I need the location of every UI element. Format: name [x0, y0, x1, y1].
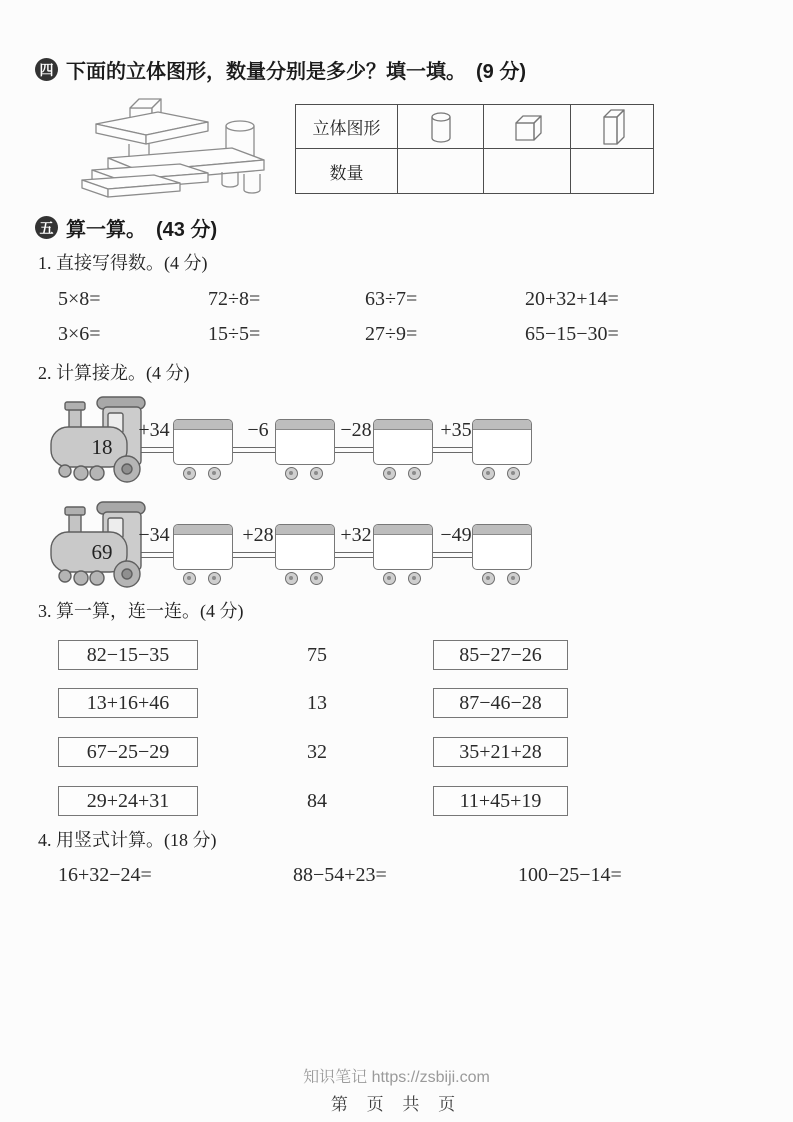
item-3-heading: 3. 算一算，连一连。(4 分) [38, 601, 244, 621]
match-left-box-4: 29+24+31 [58, 786, 198, 816]
cuboid-cell [571, 105, 654, 149]
section-5-title: 算一算。 [66, 219, 146, 241]
cube-icon [509, 110, 545, 144]
train-operator: −49 [440, 524, 472, 546]
section-5-badge: 五 [35, 216, 58, 239]
match-left-box-1: 82−15−35 [58, 640, 198, 670]
answer-wagon [173, 419, 233, 485]
equation: 88−54+23= [293, 864, 387, 886]
answer-wagon [373, 419, 433, 485]
item-2-heading: 2. 计算接龙。(4 分) [38, 363, 190, 383]
table-header-shape: 立体图形 [296, 105, 398, 149]
solids-pile-figure [58, 94, 290, 202]
page-number-line: 第 页 共 页 [330, 1095, 463, 1114]
answer-wagon [173, 524, 233, 590]
equation: 16+32−24= [58, 864, 152, 886]
cylinder-icon [426, 109, 456, 145]
match-right-box-1: 85−27−26 [433, 640, 568, 670]
train-operator: −6 [247, 419, 269, 441]
train-operator: +32 [340, 524, 372, 546]
equation: 27÷9= [365, 323, 418, 345]
answer-wagon [472, 524, 532, 590]
section-5-score: (43 分) [156, 219, 218, 241]
cube-cell [484, 105, 571, 149]
match-right-box-2: 87−46−28 [433, 688, 568, 718]
calc-train-2 [45, 496, 590, 598]
match-number-4: 84 [307, 790, 327, 812]
quantity-cell-cylinder [398, 149, 484, 194]
quantity-cell-cuboid [571, 149, 654, 194]
section-4-title: 下面的立体图形，数量分别是多少？填一填。 [66, 61, 466, 83]
shapes-table [295, 104, 654, 194]
section-5-heading [35, 213, 217, 242]
site-watermark: 知识笔记 https://zsbiji.com [303, 1069, 490, 1086]
equation: 15÷5= [208, 323, 261, 345]
equation: 5×8= [58, 288, 101, 310]
train-start-number: 69 [91, 540, 113, 564]
match-left-box-2: 13+16+46 [58, 688, 198, 718]
equation: 100−25−14= [518, 864, 622, 886]
train-operator: +28 [242, 524, 274, 546]
answer-wagon [373, 524, 433, 590]
equation: 65−15−30= [525, 323, 619, 345]
equation: 63÷7= [365, 288, 418, 310]
equation: 20+32+14= [525, 288, 619, 310]
match-left-box-3: 67−25−29 [58, 737, 198, 767]
answer-wagon [275, 524, 335, 590]
match-number-1: 75 [307, 644, 327, 666]
calc-train-1 [45, 391, 590, 493]
answer-wagon [472, 419, 532, 485]
equation: 72÷8= [208, 288, 261, 310]
cuboid-icon [597, 106, 627, 148]
match-number-3: 32 [307, 741, 327, 763]
section-4-score: (9 分) [476, 61, 526, 83]
train-operator: +34 [138, 419, 170, 441]
section-4-heading [35, 55, 526, 84]
train-start-number: 18 [91, 435, 113, 459]
answer-wagon [275, 419, 335, 485]
equation: 3×6= [58, 323, 101, 345]
match-right-box-4: 11+45+19 [433, 786, 568, 816]
train-operator: +35 [440, 419, 472, 441]
item-1-heading: 1. 直接写得数。(4 分) [38, 253, 208, 273]
item-4-heading: 4. 用竖式计算。(18 分) [38, 830, 217, 850]
train-operator: −28 [340, 419, 372, 441]
quantity-cell-cube [484, 149, 571, 194]
train-operator: −34 [138, 524, 170, 546]
match-number-2: 13 [307, 692, 327, 714]
table-header-quantity: 数量 [296, 149, 398, 194]
match-right-box-3: 35+21+28 [433, 737, 568, 767]
section-4-badge: 四 [35, 58, 58, 81]
cylinder-cell [398, 105, 484, 149]
